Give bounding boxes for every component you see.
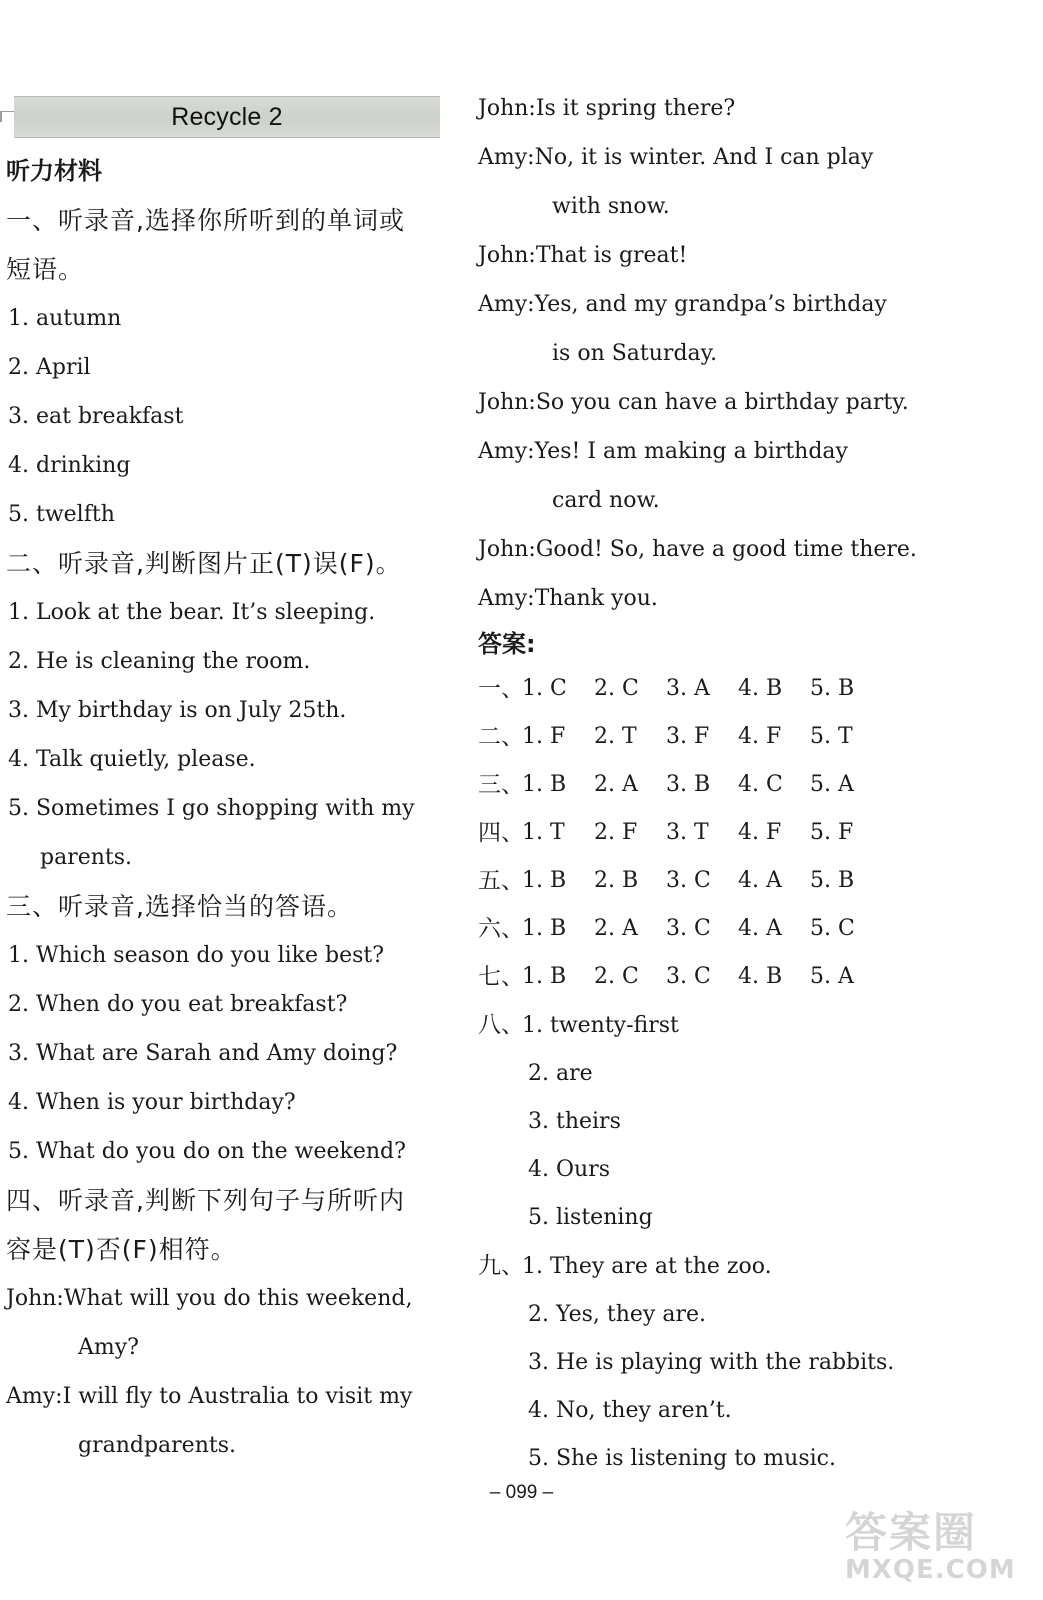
answer-item: 2. B <box>594 868 639 893</box>
answer-item: 2. T <box>594 724 637 749</box>
answer-row <box>478 761 998 809</box>
answer-row <box>478 857 998 905</box>
answer-item: 3. B <box>666 772 711 797</box>
dialog-line <box>478 133 998 182</box>
dialog-text: Yes! I am making a birthday <box>534 439 848 464</box>
answer-row <box>478 665 998 713</box>
list-item: 2. April <box>8 355 91 380</box>
answer-item: 5. listening <box>528 1205 653 1230</box>
answer-row <box>478 905 998 953</box>
answer-section-number: 九、 <box>478 1253 524 1279</box>
list-item: 5. What do you do on the weekend? <box>8 1139 406 1164</box>
answer-item: 4. C <box>738 772 783 797</box>
answer-item: 3. C <box>666 964 711 989</box>
answer-item: 5. A <box>810 964 854 989</box>
answer-item: 2. A <box>594 916 638 941</box>
dialog-container <box>478 84 998 623</box>
answer-row-8 <box>478 1001 998 1050</box>
answer-section-number: 五、 <box>478 868 524 894</box>
dialog-line <box>478 378 998 427</box>
listening-material-heading: 听力材料 <box>6 157 102 185</box>
answer-row-9 <box>478 1242 998 1291</box>
answer-item: 5. B <box>810 676 855 701</box>
dialog-continuation: grandparents. <box>78 1433 236 1458</box>
answer-row <box>478 713 998 761</box>
dialog-text: That is great! <box>535 243 688 268</box>
answer-section-number: 二、 <box>478 724 524 750</box>
answer-section-number: 七、 <box>478 964 524 990</box>
speaker-label: Amy: <box>478 145 535 170</box>
list-item: 3. My birthday is on July 25th. <box>8 698 347 723</box>
speaker-label: John: <box>478 537 536 562</box>
speaker-label: John: <box>6 1286 64 1311</box>
speaker-label: Amy: <box>478 292 535 317</box>
page-number: – 099 – <box>489 1482 554 1503</box>
answer-item: 3. C <box>666 916 711 941</box>
speaker-label: Amy: <box>6 1384 63 1409</box>
list-item: 1. autumn <box>8 306 122 331</box>
list-item: 3. eat breakfast <box>8 404 184 429</box>
answer-item: 1. T <box>522 820 565 845</box>
dialog-text: Is it spring there? <box>535 96 736 121</box>
section-2-title: 二、听录音,判断图片正(T)误(F)。 <box>6 549 402 578</box>
answer-item: 1. B <box>522 868 567 893</box>
list-item: 4. Talk quietly, please. <box>8 747 256 772</box>
answer-item: 5. F <box>810 820 854 845</box>
answers-heading: 答案: <box>478 630 536 658</box>
list-item: 5. Sometimes I go shopping with my <box>8 796 415 821</box>
banner-title: Recycle 2 <box>171 102 283 131</box>
list-item: 5. twelfth <box>8 502 115 527</box>
answer-item: 5. C <box>810 916 855 941</box>
speaker-label: John: <box>478 96 536 121</box>
dialog-text: I will fly to Australia to visit my <box>62 1384 413 1409</box>
answer-section-number: 一、 <box>478 676 524 702</box>
list-item: 3. What are Sarah and Amy doing? <box>8 1041 398 1066</box>
dialog-line <box>478 574 998 623</box>
dialog-continuation: card now. <box>552 488 660 513</box>
recycle-banner <box>14 96 440 138</box>
section-3-title: 三、听录音,选择恰当的答语。 <box>6 892 353 921</box>
watermark-bottom: MXQE.COM <box>845 1555 1016 1585</box>
watermark-top: 答案圈 <box>845 1508 978 1557</box>
dialog-line <box>478 525 998 574</box>
answer-item: 5. A <box>810 772 854 797</box>
answer-item: 3. theirs <box>528 1109 621 1134</box>
answer-row <box>478 953 998 1001</box>
answer-item: 1. B <box>522 964 567 989</box>
answer-section-number: 六、 <box>478 916 524 942</box>
dialog-continuation: Amy? <box>78 1335 139 1360</box>
answer-item: 3. He is playing with the rabbits. <box>528 1350 895 1375</box>
watermark-logo <box>845 1510 1025 1590</box>
answer-item: 2. Yes, they are. <box>528 1302 706 1327</box>
answer-item: 4. F <box>738 820 782 845</box>
dialog-continuation: is on Saturday. <box>552 341 718 366</box>
dialog-line <box>478 231 998 280</box>
answer-item: 4. Ours <box>528 1157 610 1182</box>
answer-item: 4. A <box>738 868 782 893</box>
section-4-title: 四、听录音,判断下列句子与所听内 容是(T)否(F)相符。 <box>6 1186 405 1264</box>
answer-item: 2. C <box>594 964 639 989</box>
speaker-label: John: <box>478 243 536 268</box>
list-item: 4. When is your birthday? <box>8 1090 296 1115</box>
answer-item: 1. twenty-first <box>522 1013 679 1038</box>
answer-item: 5. B <box>810 868 855 893</box>
answer-item: 1. B <box>522 772 567 797</box>
dialog-text: Good! So, have a good time there. <box>535 537 917 562</box>
answer-item: 4. No, they aren’t. <box>528 1398 732 1423</box>
answer-item: 1. F <box>522 724 566 749</box>
answer-item: 3. A <box>666 676 710 701</box>
answer-item: 1. C <box>522 676 567 701</box>
answer-item: 3. T <box>666 820 709 845</box>
right-column <box>478 84 998 1483</box>
answer-item: 3. C <box>666 868 711 893</box>
answer-section-number: 三、 <box>478 772 524 798</box>
answer-item: 5. T <box>810 724 853 749</box>
section-1-title: 一、听录音,选择你所听到的单词或 短语。 <box>6 206 405 284</box>
speaker-label: Amy: <box>478 586 535 611</box>
dialog-line <box>6 1372 458 1421</box>
list-item: 2. He is cleaning the room. <box>8 649 311 674</box>
answer-section-number: 八、 <box>478 1012 524 1038</box>
left-column <box>6 96 458 1470</box>
dialog-line <box>478 84 998 133</box>
dialog-text: Yes, and my grandpa’s birthday <box>534 292 887 317</box>
answer-item: 2. A <box>594 772 638 797</box>
answer-item: 2. F <box>594 820 638 845</box>
answer-item: 2. C <box>594 676 639 701</box>
dialog-text: What will you do this weekend, <box>63 1286 413 1311</box>
dialog-text: So you can have a birthday party. <box>535 390 909 415</box>
answer-section-number: 四、 <box>478 820 524 846</box>
answer-item: 4. F <box>738 724 782 749</box>
list-item: 1. Which season do you like best? <box>8 943 385 968</box>
dialog-line <box>478 280 998 329</box>
answer-item: 5. She is listening to music. <box>528 1446 836 1471</box>
answer-item: 1. They are at the zoo. <box>522 1254 772 1279</box>
list-item-continuation: parents. <box>40 845 133 870</box>
answers-container <box>478 665 998 1001</box>
speaker-label: John: <box>478 390 536 415</box>
answer-item: 4. B <box>738 964 783 989</box>
answer-item: 3. F <box>666 724 710 749</box>
speaker-label: Amy: <box>478 439 535 464</box>
list-item: 2. When do you eat breakfast? <box>8 992 348 1017</box>
list-item: 1. Look at the bear. It’s sleeping. <box>8 600 376 625</box>
answer-item: 2. are <box>528 1061 593 1086</box>
answer-row <box>478 809 998 857</box>
dialog-continuation: with snow. <box>552 194 670 219</box>
list-item: 4. drinking <box>8 453 131 478</box>
answer-item: 1. B <box>522 916 567 941</box>
answer-item: 4. B <box>738 676 783 701</box>
dialog-text: No, it is winter. And I can play <box>534 145 874 170</box>
dialog-text: Thank you. <box>534 586 658 611</box>
dialog-line <box>478 427 998 476</box>
answer-item: 4. A <box>738 916 782 941</box>
dialog-line <box>6 1274 458 1323</box>
